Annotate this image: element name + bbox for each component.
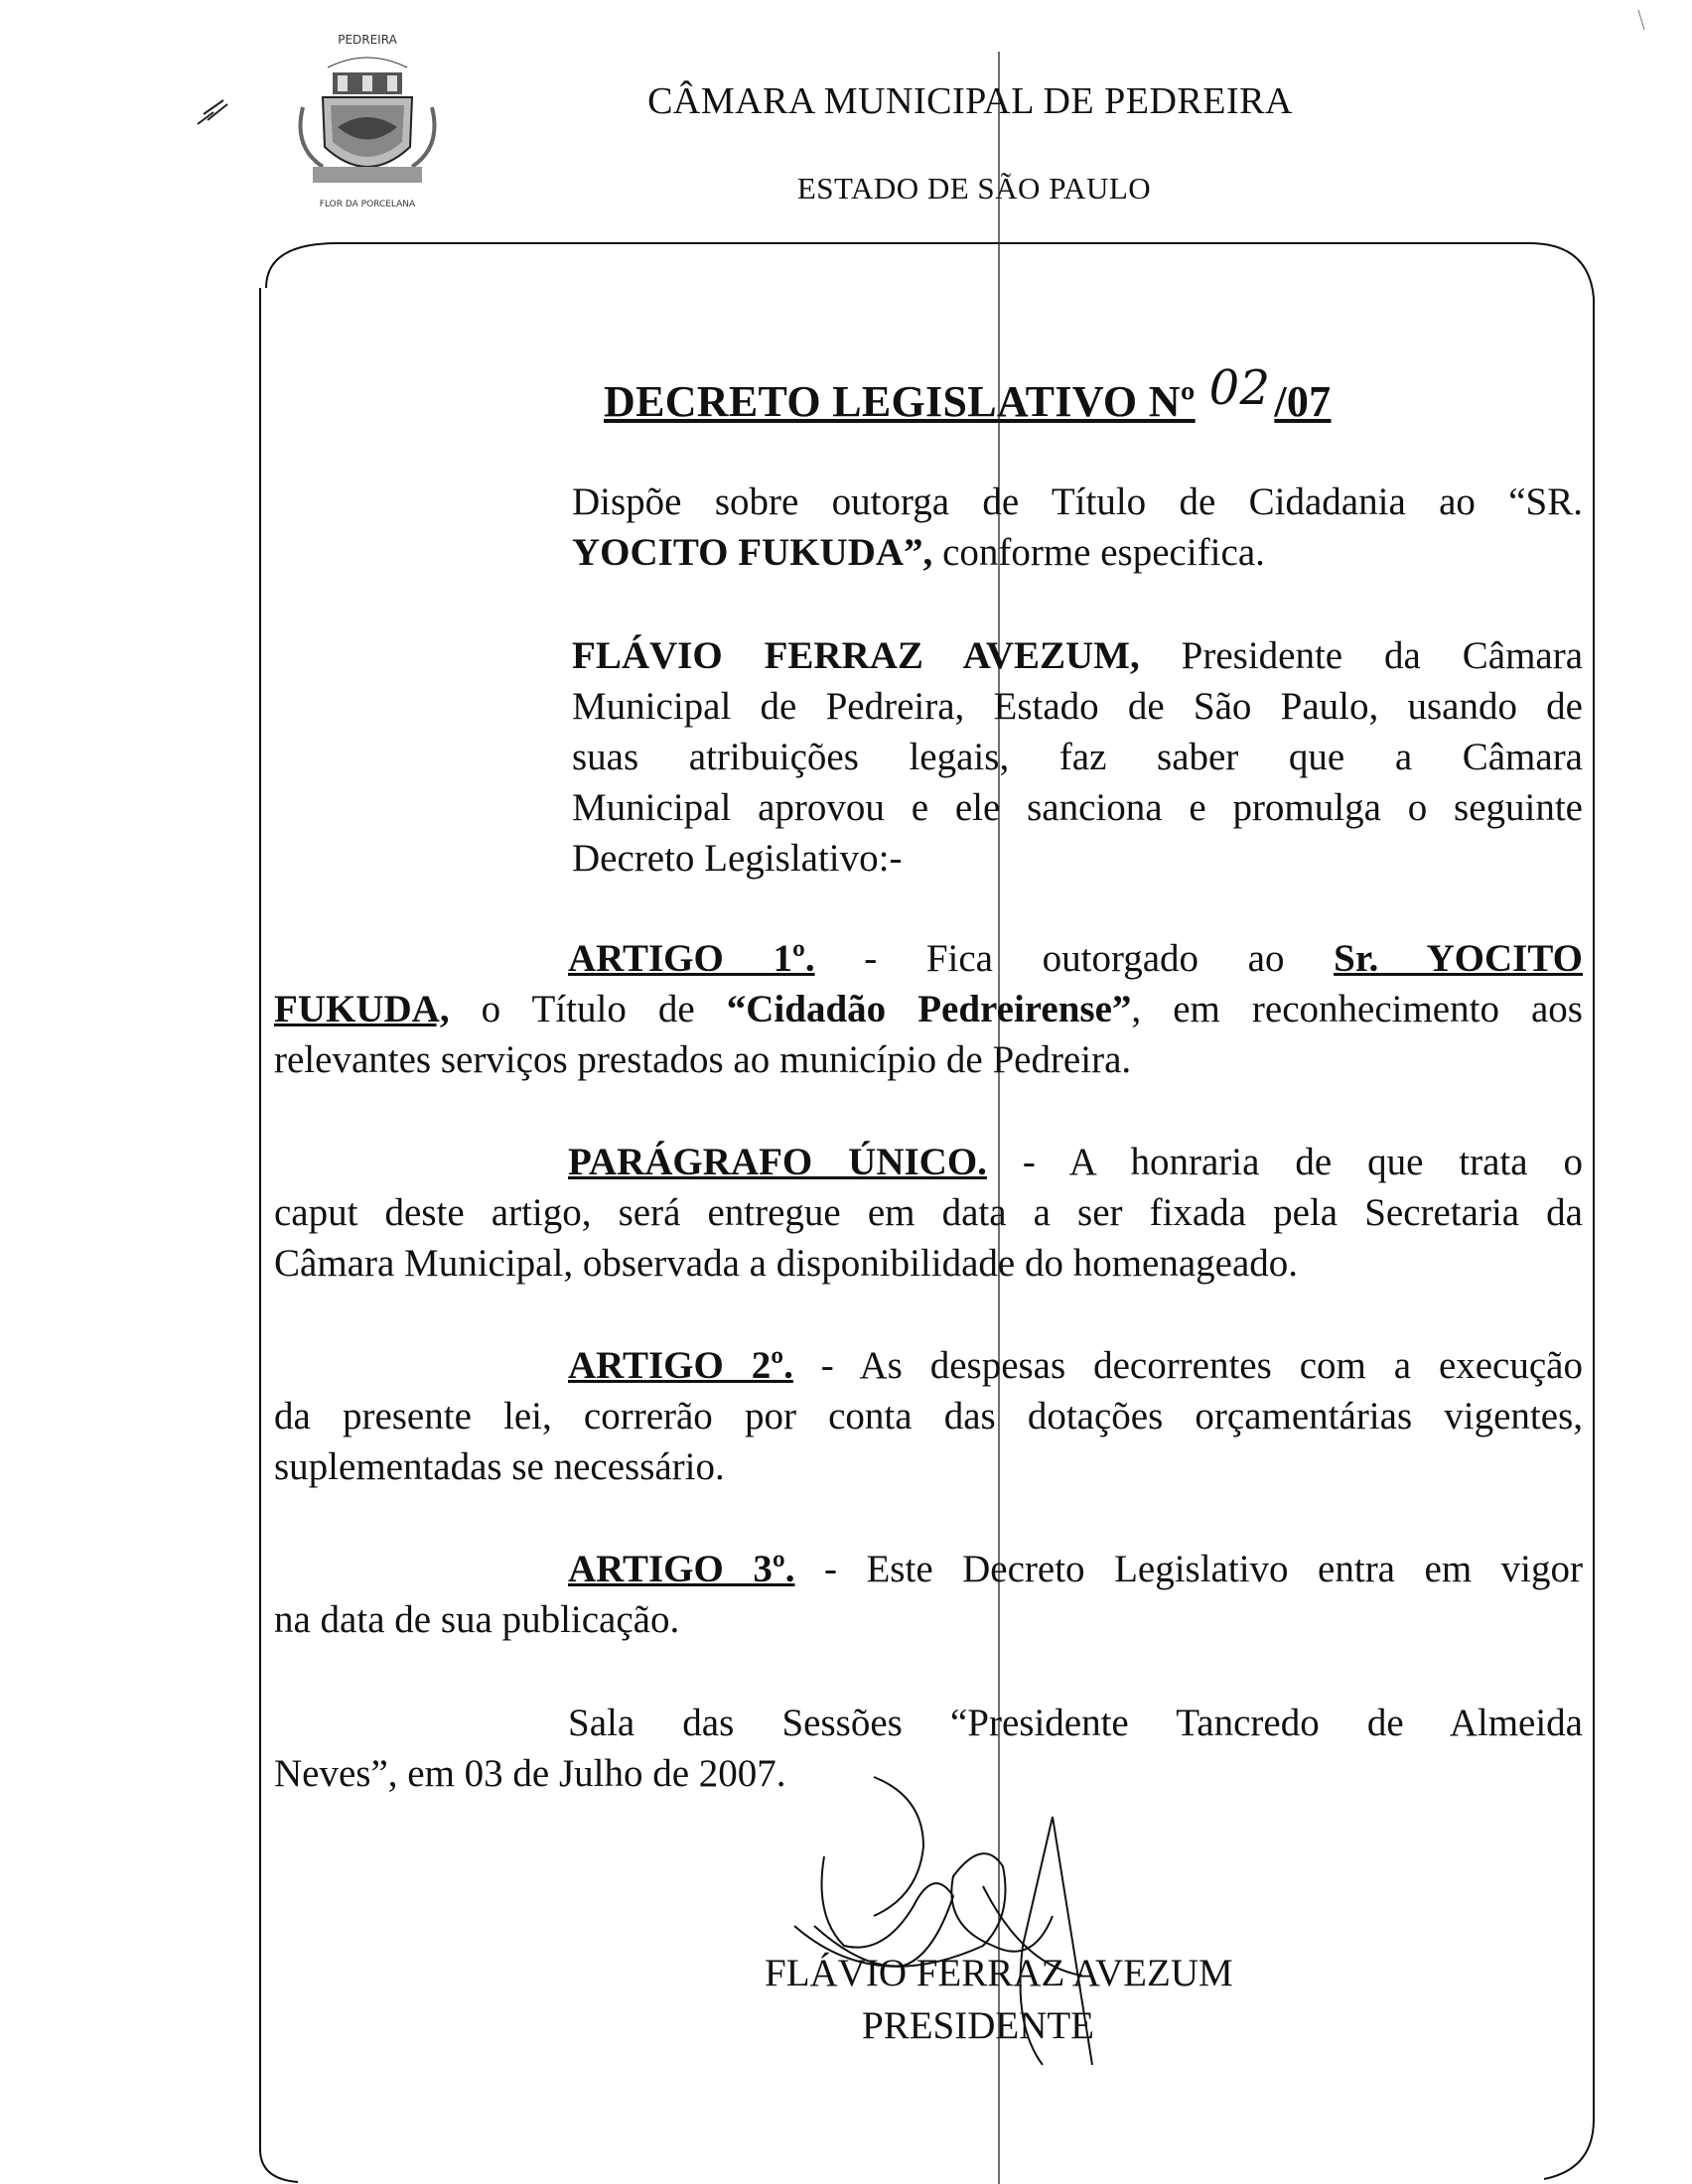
signatory-role: PRESIDENTE bbox=[862, 2004, 1094, 2047]
decree-title bbox=[604, 360, 1332, 428]
ementa-line bbox=[572, 527, 1583, 578]
closing-line bbox=[274, 1698, 1583, 1748]
ementa bbox=[572, 477, 1583, 578]
president-name: FLÁVIO FERRAZ AVEZUM, bbox=[572, 634, 1140, 677]
preamble-line bbox=[572, 630, 1583, 681]
decree-title-prefix: DECRETO LEGISLATIVO Nº bbox=[604, 377, 1196, 426]
decree-number-handwritten: 02 bbox=[1208, 360, 1271, 416]
article-line bbox=[274, 984, 1583, 1034]
honoree-name-cont: FUKUDA, bbox=[274, 988, 450, 1030]
honoree-name: Sr. YOCITO bbox=[1334, 937, 1583, 980]
closing-text: Sala das Sessões “Presidente Tancredo de Almeida bbox=[568, 1702, 1583, 1744]
ementa-line bbox=[572, 477, 1583, 527]
ementa-text: conforme especifica. bbox=[932, 531, 1265, 574]
article-2 bbox=[274, 1340, 1583, 1492]
article-text: - Este Decreto Legislativo entra em vigor bbox=[794, 1548, 1583, 1590]
article-line bbox=[274, 933, 1583, 984]
article-line: suplementadas se necessário. bbox=[274, 1445, 725, 1488]
article-text: o Título de bbox=[449, 988, 727, 1030]
paragraph-label: PARÁGRAFO ÚNICO. bbox=[568, 1141, 987, 1183]
preamble-line: Municipal de Pedreira, Estado de São Paulo, usando de bbox=[572, 685, 1583, 728]
article-line bbox=[274, 1340, 1583, 1391]
article-line: da presente lei, correrão por conta das dotações orçamentárias vigentes, bbox=[274, 1395, 1583, 1437]
honoree-name: YOCITO FUKUDA”, bbox=[572, 531, 933, 574]
paragraph-unico bbox=[274, 1137, 1583, 1289]
article-line: Câmara Municipal, observada a disponibilidade do homenageado. bbox=[274, 1242, 1299, 1285]
closing-line: Neves”, em 03 de Julho de 2007. bbox=[274, 1752, 786, 1795]
signatory-name: FLÁVIO FERRAZ AVEZUM bbox=[765, 1952, 1233, 1994]
article-1 bbox=[274, 933, 1583, 1085]
article-label: ARTIGO 1º. bbox=[568, 937, 815, 980]
ementa-text: Dispõe sobre outorga de Título de Cidadania ao “SR. bbox=[572, 480, 1583, 523]
article-label: ARTIGO 3º. bbox=[568, 1548, 795, 1590]
article-text: , em reconhecimento aos bbox=[1131, 988, 1583, 1030]
article-text: - A honraria de que trata o bbox=[986, 1141, 1583, 1183]
crest-top-text: PEDREIRA bbox=[338, 33, 397, 47]
preamble-line: Decreto Legislativo:- bbox=[572, 837, 903, 880]
article-line bbox=[274, 1137, 1583, 1187]
preamble-text: Presidente da Câmara bbox=[1139, 634, 1584, 677]
state-name: ESTADO DE SÃO PAULO bbox=[796, 171, 1152, 205]
article-text: - As despesas decorrentes com a execução bbox=[792, 1344, 1583, 1387]
article-3 bbox=[274, 1544, 1583, 1645]
article-line bbox=[274, 1544, 1583, 1594]
preamble-line: Municipal aprovou e ele sanciona e promulga o seguinte bbox=[572, 786, 1583, 829]
article-line: na data de sua publicação. bbox=[274, 1598, 680, 1641]
article-text: - Fica outorgado ao bbox=[814, 937, 1335, 980]
article-line: caput deste artigo, será entregue em data a ser fixada pela Secretaria da bbox=[274, 1191, 1583, 1234]
institution-name: CÂMARA MUNICIPAL DE PEDREIRA bbox=[647, 80, 1293, 122]
article-label: ARTIGO 2º. bbox=[568, 1344, 793, 1387]
preamble bbox=[572, 630, 1583, 884]
preamble-line: suas atribuições legais, faz saber que a Câmara bbox=[572, 736, 1583, 778]
decree-title-suffix: /07 bbox=[1274, 377, 1332, 426]
article-line: relevantes serviços prestados ao município de Pedreira. bbox=[274, 1038, 1132, 1081]
crest-motto: FLOR DA PORCELANA bbox=[319, 200, 416, 209]
citizenship-title: “Cidadão Pedreirense” bbox=[726, 988, 1132, 1030]
